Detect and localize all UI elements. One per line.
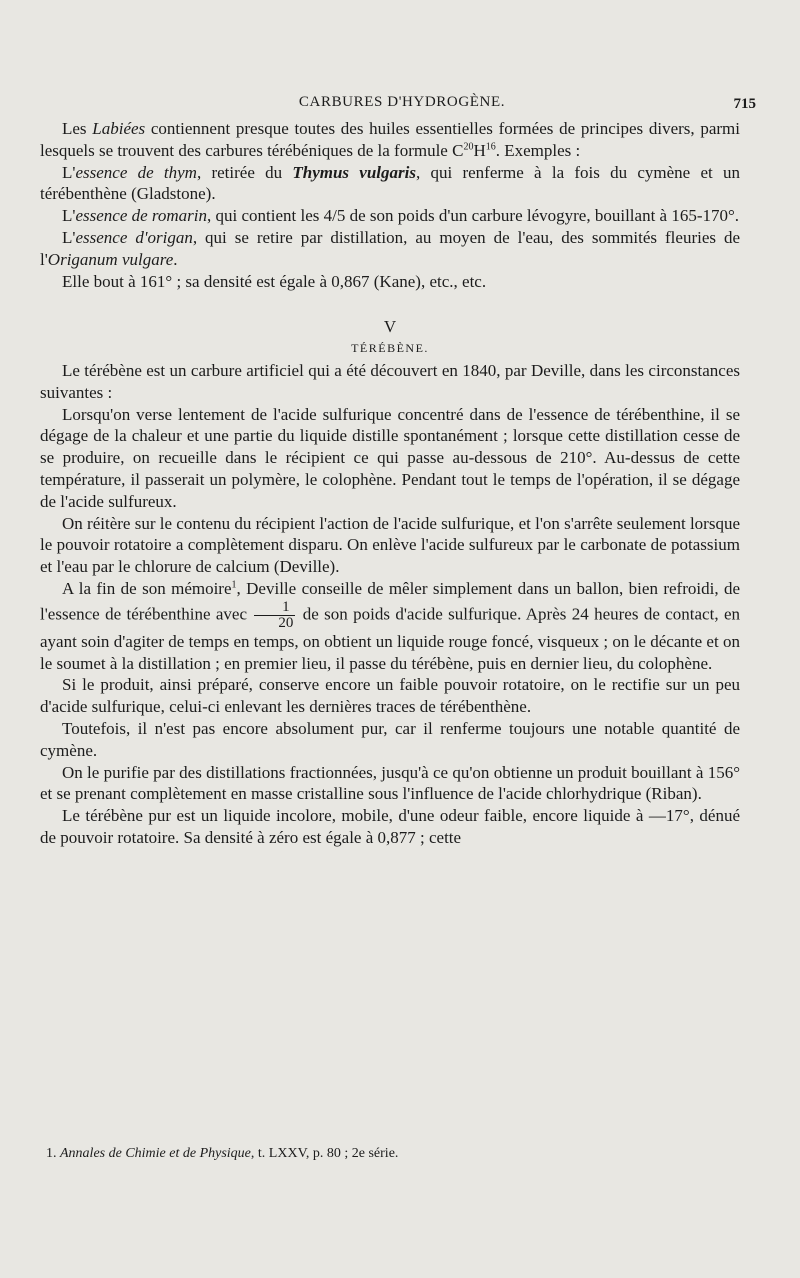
text-run: L' (62, 227, 76, 247)
section-spacer (40, 292, 740, 316)
text-run: , qui se retire par distillation, au moyen de l'eau, des sommités fleuries de l' (40, 227, 741, 269)
paragraph-purification: On le purifie par des distillations fractionnées, jusqu'à ce qu'on obtienne un produit bouillant à 156° et se prenant complètement en masse cristalline sous l'influence de l'acide chlorhydrique (Riban). (40, 762, 740, 804)
paragraph-romarin (40, 205, 740, 227)
paragraph-deville-method (40, 578, 740, 674)
text-run: H (473, 140, 486, 160)
page-number: 715 (733, 96, 756, 112)
text-run: Les (62, 119, 93, 138)
text-run: . Exemples : (495, 140, 581, 160)
paragraph-labiees (40, 118, 740, 162)
formula-subscript: 20 (463, 141, 474, 153)
italic-term: essence d'origan (75, 227, 193, 247)
text-run: , qui contient les 4/5 de son poids d'un carbure lévogyre, bouillant à 165-170°. (207, 206, 740, 226)
paragraph-origan-density: Elle bout à 161° ; sa densité est égale à 0,867 (Kane), etc., etc. (62, 271, 487, 291)
text-run: contiennent presque toutes des huiles essentielles formées de principes divers, parmi lesquels se trouvent des carbures térébéniques de la formule C (40, 119, 741, 160)
paragraph-discovery: Le térébène est un carbure artificiel qui a été découvert en 1840, par Deville, dans les circonstances suivantes : (40, 360, 740, 402)
fraction-denominator: 20 (278, 614, 294, 631)
text-run: A la fin de son mémoire (62, 578, 232, 598)
paragraph-rectification: Si le produit, ainsi préparé, conserve encore un faible pouvoir rotatoire, on le rectifie sur un peu d'acide sulfurique, celui-ci enlevant les dernières traces de térébenthène. (40, 675, 740, 717)
page-header (40, 94, 764, 116)
text-run: , retirée du (196, 162, 293, 182)
italic-term: essence de thym (75, 162, 197, 182)
text-run: , qui renferme à la fois du cymène et un térébenthène (Gladstone). (40, 162, 740, 204)
species-name: Thymus vulgaris (292, 162, 416, 182)
footnote-source: Annales de Chimie et de Physique (60, 1146, 251, 1161)
paragraph-cymene: Toutefois, il n'est pas encore absolument pur, car il renferme toujours une notable quantité de cymène. (40, 718, 740, 760)
paragraph-properties: Le térébène pur est un liquide incolore, mobile, d'une odeur faible, encore liquide à —17°, dénué de pouvoir rotatoire. Sa densité à zéro est égale à 0,877 ; cette (40, 806, 740, 847)
paragraph-thym (40, 162, 740, 206)
running-head: CARBURES D'HYDROGÈNE. (298, 94, 506, 110)
text-run: , Deville conseille de mêler simplement dans un ballon, bien refroidi, de l'essence de térébenthine avec (40, 578, 740, 624)
text-run: L' (62, 162, 76, 182)
fraction-numerator: 1 (254, 600, 295, 616)
paragraph-origan (40, 227, 740, 271)
formula-subscript: 16 (485, 141, 496, 153)
paragraph-preparation: Lorsqu'on verse lentement de l'acide sulfurique concentré dans de l'essence de térébenthine, il se dégage de la chaleur et une partie du liquide distille spontanément ; lorsque cette distillation cesse de se produire, on recueille dans le récipient ce qui passe au-dessous de 210°. Au-dessus de cette température, il passerait un polymère, le colophène. Pendant tout le temps de l'opération, il se dégage de l'acide sulfureux. (40, 404, 740, 511)
fraction (254, 600, 295, 631)
text-run: L' (62, 206, 76, 226)
paragraph-reiteration: On réitère sur le contenu du récipient l'action de l'acide sulfurique, et l'on s'arrête seulement lorsque le pouvoir rotatoire a complètement disparu. On enlève l'acide sulfureux par le carbonate de potassium et l'eau par le chlorure de calcium (Deville). (40, 513, 740, 577)
footnote (46, 1146, 398, 1162)
section-title: TÉRÉBÈNE. (351, 341, 429, 356)
italic-term: Labiées (92, 119, 146, 138)
footnote-reference: , t. LXXV, p. 80 ; 2e série. (250, 1146, 399, 1161)
main-text (40, 118, 740, 849)
section-numeral: V (383, 317, 397, 337)
footnote-marker: 1 (231, 579, 237, 591)
text-run: . (173, 249, 178, 269)
footnote-number: 1. (46, 1146, 57, 1161)
species-name: Origanum vulgare (47, 249, 174, 269)
italic-term: essence de romarin (75, 206, 208, 226)
text-run: de son poids d'acide sulfurique. Après 24 heures de contact, en ayant soin d'agiter de temps en temps, on obtient un liquide rouge foncé, visqueux ; on le décante et on le soumet à la distillation ; en premier lieu, il passe du térébène, puis en dernier lieu, du colophène. (40, 604, 740, 673)
